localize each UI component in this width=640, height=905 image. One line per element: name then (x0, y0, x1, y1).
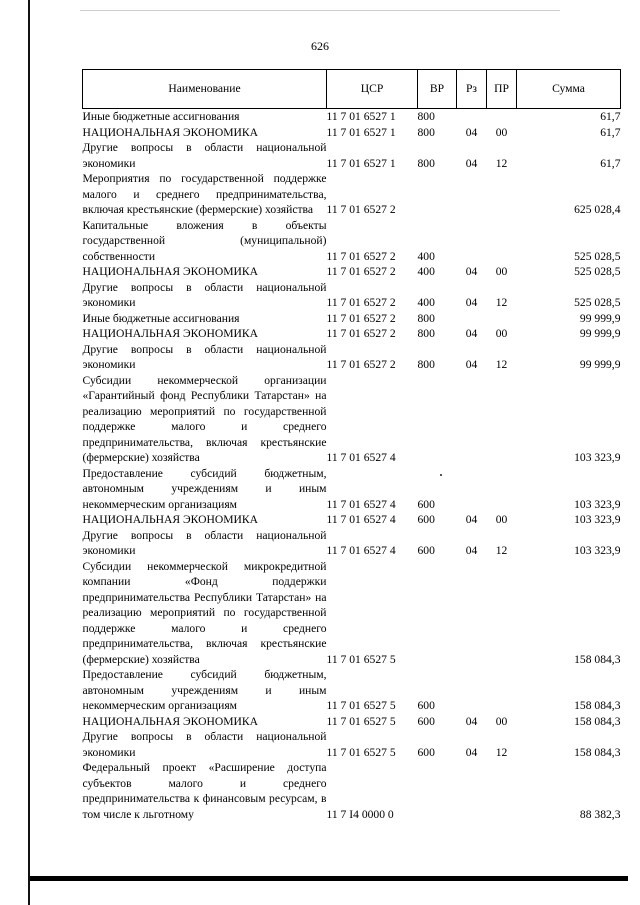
cell-vr: 600 (417, 714, 435, 728)
cell-name: Другие вопросы в области национальной экономики (82, 528, 327, 557)
cell-pr (487, 373, 517, 466)
table-body (83, 109, 621, 823)
table-row (83, 218, 621, 265)
header-name: Наименование (83, 70, 327, 109)
cell-name: Предоставление субсидий бюджетным, автономным учреждениям и иным некоммерческим организациям (82, 668, 327, 712)
cell-sum: 88 382,3 (579, 807, 621, 821)
cell-name: Другие вопросы в области национальной экономики (82, 730, 327, 759)
cell-rz: 04 (465, 265, 478, 278)
table-row (83, 714, 621, 730)
cell-sum: 158 084,3 (574, 652, 621, 666)
cell-rz: 04 (465, 156, 478, 170)
cell-name: НАЦИОНАЛЬНАЯ ЭКОНОМИКА (82, 125, 259, 139)
cell-pr: 00 (495, 125, 508, 139)
cell-sum: 158 084,3 (574, 699, 621, 712)
cell-name: Субсидии некоммерческой организации «Гарантийный фонд Республики Татарстан» на реализацию мероприятий по государственной поддержке малого и среднего предпринимательства, включая крестьянские (фермерские) хозяйства (82, 373, 327, 464)
cell-vr (418, 760, 457, 822)
cell-csr: 11 7 01 6527 4 (326, 544, 396, 557)
table-row (83, 109, 621, 125)
cell-sum: 525 028,5 (574, 265, 621, 278)
cell-rz (457, 373, 487, 466)
cell-rz: 04 (465, 745, 478, 759)
cell-sum: 158 084,3 (574, 745, 621, 759)
cell-vr: 600 (417, 699, 435, 712)
cell-rz: 04 (465, 327, 478, 340)
cell-name: Иные бюджетные ассигнования (82, 311, 240, 325)
cell-vr: 800 (417, 358, 435, 371)
table-row (83, 760, 621, 822)
table-row (83, 559, 621, 668)
cell-csr: 11 7 01 6527 2 (326, 327, 396, 340)
cell-csr: 11 7 01 6527 4 (326, 497, 396, 511)
cell-rz: 04 (465, 358, 478, 371)
table-row (83, 125, 621, 141)
cell-csr: 11 7 01 6527 2 (326, 265, 396, 278)
cell-vr (418, 373, 457, 466)
cell-name: НАЦИОНАЛЬНАЯ ЭКОНОМИКА (82, 327, 259, 340)
cell-csr: 11 7 01 6527 1 (326, 110, 396, 123)
cell-pr (487, 311, 517, 327)
cell-vr: 800 (417, 125, 435, 139)
cell-pr (487, 559, 517, 668)
cell-rz (457, 667, 487, 714)
cell-csr: 11 7 01 6527 2 (326, 358, 396, 371)
cell-vr: 800 (417, 156, 435, 170)
cell-csr: 11 7 01 6527 4 (326, 513, 396, 526)
cell-rz: 04 (465, 125, 478, 139)
cell-csr: 11 7 01 6527 2 (326, 249, 396, 263)
table-row (83, 512, 621, 528)
table-row (83, 373, 621, 466)
cell-sum: 99 999,9 (579, 327, 621, 340)
table-row (83, 326, 621, 342)
table-row (83, 311, 621, 327)
cell-csr: 11 7 01 6527 1 (326, 156, 396, 170)
top-scan-rule (80, 10, 560, 11)
cell-sum: 158 084,3 (574, 714, 621, 728)
budget-table (82, 69, 621, 822)
cell-pr: 00 (495, 327, 508, 340)
cell-pr (487, 667, 517, 714)
header-rz: Рз (457, 70, 487, 109)
cell-pr: 12 (495, 745, 508, 759)
cell-sum: 103 323,9 (574, 544, 621, 557)
cell-sum: 61,7 (600, 125, 621, 139)
cell-pr (487, 466, 517, 513)
cell-sum: 99 999,9 (579, 358, 621, 371)
cell-rz (457, 171, 487, 218)
cell-name: Субсидии некоммерческой микрокредитной компании «Фонд поддержки предпринимательства Республики Татарстан» на реализацию мероприятий по государственной поддержке малого и среднего предпринимательства, включая крестьянские (фермерские) хозяйства (82, 559, 327, 666)
cell-pr: 00 (495, 513, 508, 526)
header-vr: ВР (418, 70, 457, 109)
cell-vr: 400 (417, 265, 435, 278)
cell-vr: 800 (417, 311, 435, 325)
cell-rz: 04 (465, 544, 478, 557)
cell-csr: 11 7 01 6527 5 (326, 714, 396, 728)
cell-rz (457, 466, 487, 513)
cell-vr: 600 (417, 497, 435, 511)
cell-pr: 00 (495, 714, 508, 728)
cell-pr (487, 171, 517, 218)
cell-vr: 400 (417, 249, 435, 263)
cell-rz (457, 218, 487, 265)
cell-vr (418, 559, 457, 668)
cell-csr: 11 7 01 6527 5 (326, 745, 396, 759)
cell-name: НАЦИОНАЛЬНАЯ ЭКОНОМИКА (82, 513, 259, 526)
cell-csr: 11 7 01 6527 2 (326, 203, 396, 216)
header-pr: ПР (487, 70, 517, 109)
cell-name: Иные бюджетные ассигнования (82, 110, 240, 123)
table-row (83, 264, 621, 280)
cell-pr: 12 (495, 156, 508, 170)
table-row (83, 140, 621, 171)
cell-name: Капитальные вложения в объекты государственной (муниципальной) собственности (82, 218, 327, 263)
cell-name: Другие вопросы в области национальной экономики (82, 342, 327, 371)
table-row (83, 528, 621, 559)
cell-csr: 11 7 01 6527 5 (326, 699, 396, 712)
cell-csr: 11 7 01 6527 2 (326, 311, 396, 325)
cell-sum: 103 323,9 (574, 451, 621, 464)
cell-name: Другие вопросы в области национальной экономики (82, 141, 327, 170)
cell-csr: 11 7 I4 0000 0 (326, 807, 394, 821)
cell-rz (457, 760, 487, 822)
cell-rz (457, 109, 487, 125)
cell-name: НАЦИОНАЛЬНАЯ ЭКОНОМИКА (82, 714, 259, 728)
cell-name: Другие вопросы в области национальной экономики (82, 280, 327, 309)
cell-sum: 525 028,5 (574, 296, 621, 309)
cell-csr: 11 7 01 6527 5 (326, 652, 396, 666)
table-row (83, 342, 621, 373)
cell-sum: 99 999,9 (579, 311, 621, 325)
cell-pr: 12 (495, 296, 508, 309)
cell-name: Предоставление субсидий бюджетным, автономным учреждениям и иным некоммерческим организациям (82, 466, 327, 511)
cell-vr: 600 (417, 745, 435, 759)
table-row (83, 280, 621, 311)
page-number: 626 (311, 39, 329, 53)
cell-sum: 61,7 (600, 156, 621, 170)
bottom-scan-border (30, 876, 628, 881)
cell-pr: 12 (495, 358, 508, 371)
cell-vr: 600 (417, 544, 435, 557)
cell-sum: 625 028,4 (574, 203, 621, 216)
cell-pr (487, 218, 517, 265)
cell-rz: 04 (465, 296, 478, 309)
cell-csr: 11 7 01 6527 2 (326, 296, 396, 309)
cell-rz (457, 559, 487, 668)
table-header (83, 70, 621, 109)
cell-name: Мероприятия по государственной поддержке малого и среднего предпринимательства, включая крестьянские (фермерские) хозяйства (82, 172, 327, 216)
cell-sum: 61,7 (600, 110, 621, 123)
cell-vr: 600 (417, 513, 435, 526)
cell-csr: 11 7 01 6527 4 (326, 451, 396, 464)
table-row (83, 667, 621, 714)
cell-sum: 103 323,9 (574, 513, 621, 526)
table-row (83, 171, 621, 218)
cell-sum: 103 323,9 (574, 497, 621, 511)
cell-pr (487, 109, 517, 125)
header-row (83, 70, 621, 109)
cell-csr: 11 7 01 6527 1 (326, 125, 396, 139)
cell-vr: 800 (417, 110, 435, 123)
header-sum: Сумма (517, 70, 621, 109)
cell-name: Федеральный проект «Расширение доступа субъектов малого и среднего предпринимательства к финансовым ресурсам, в том числе к льготному (82, 761, 327, 821)
cell-pr: 00 (495, 265, 508, 278)
cell-name: НАЦИОНАЛЬНАЯ ЭКОНОМИКА (82, 265, 259, 278)
cell-vr: 400 (417, 296, 435, 309)
cell-pr (487, 760, 517, 822)
cell-pr: 12 (495, 544, 508, 557)
cell-rz (457, 311, 487, 327)
cell-vr (418, 171, 457, 218)
cell-rz: 04 (465, 513, 478, 526)
table-row (83, 729, 621, 760)
header-csr: ЦСР (327, 70, 418, 109)
cell-rz: 04 (465, 714, 478, 728)
left-scan-border (28, 0, 30, 905)
cell-vr: 800 (417, 327, 435, 340)
table-row (83, 466, 621, 513)
cell-sum: 525 028,5 (574, 249, 621, 263)
